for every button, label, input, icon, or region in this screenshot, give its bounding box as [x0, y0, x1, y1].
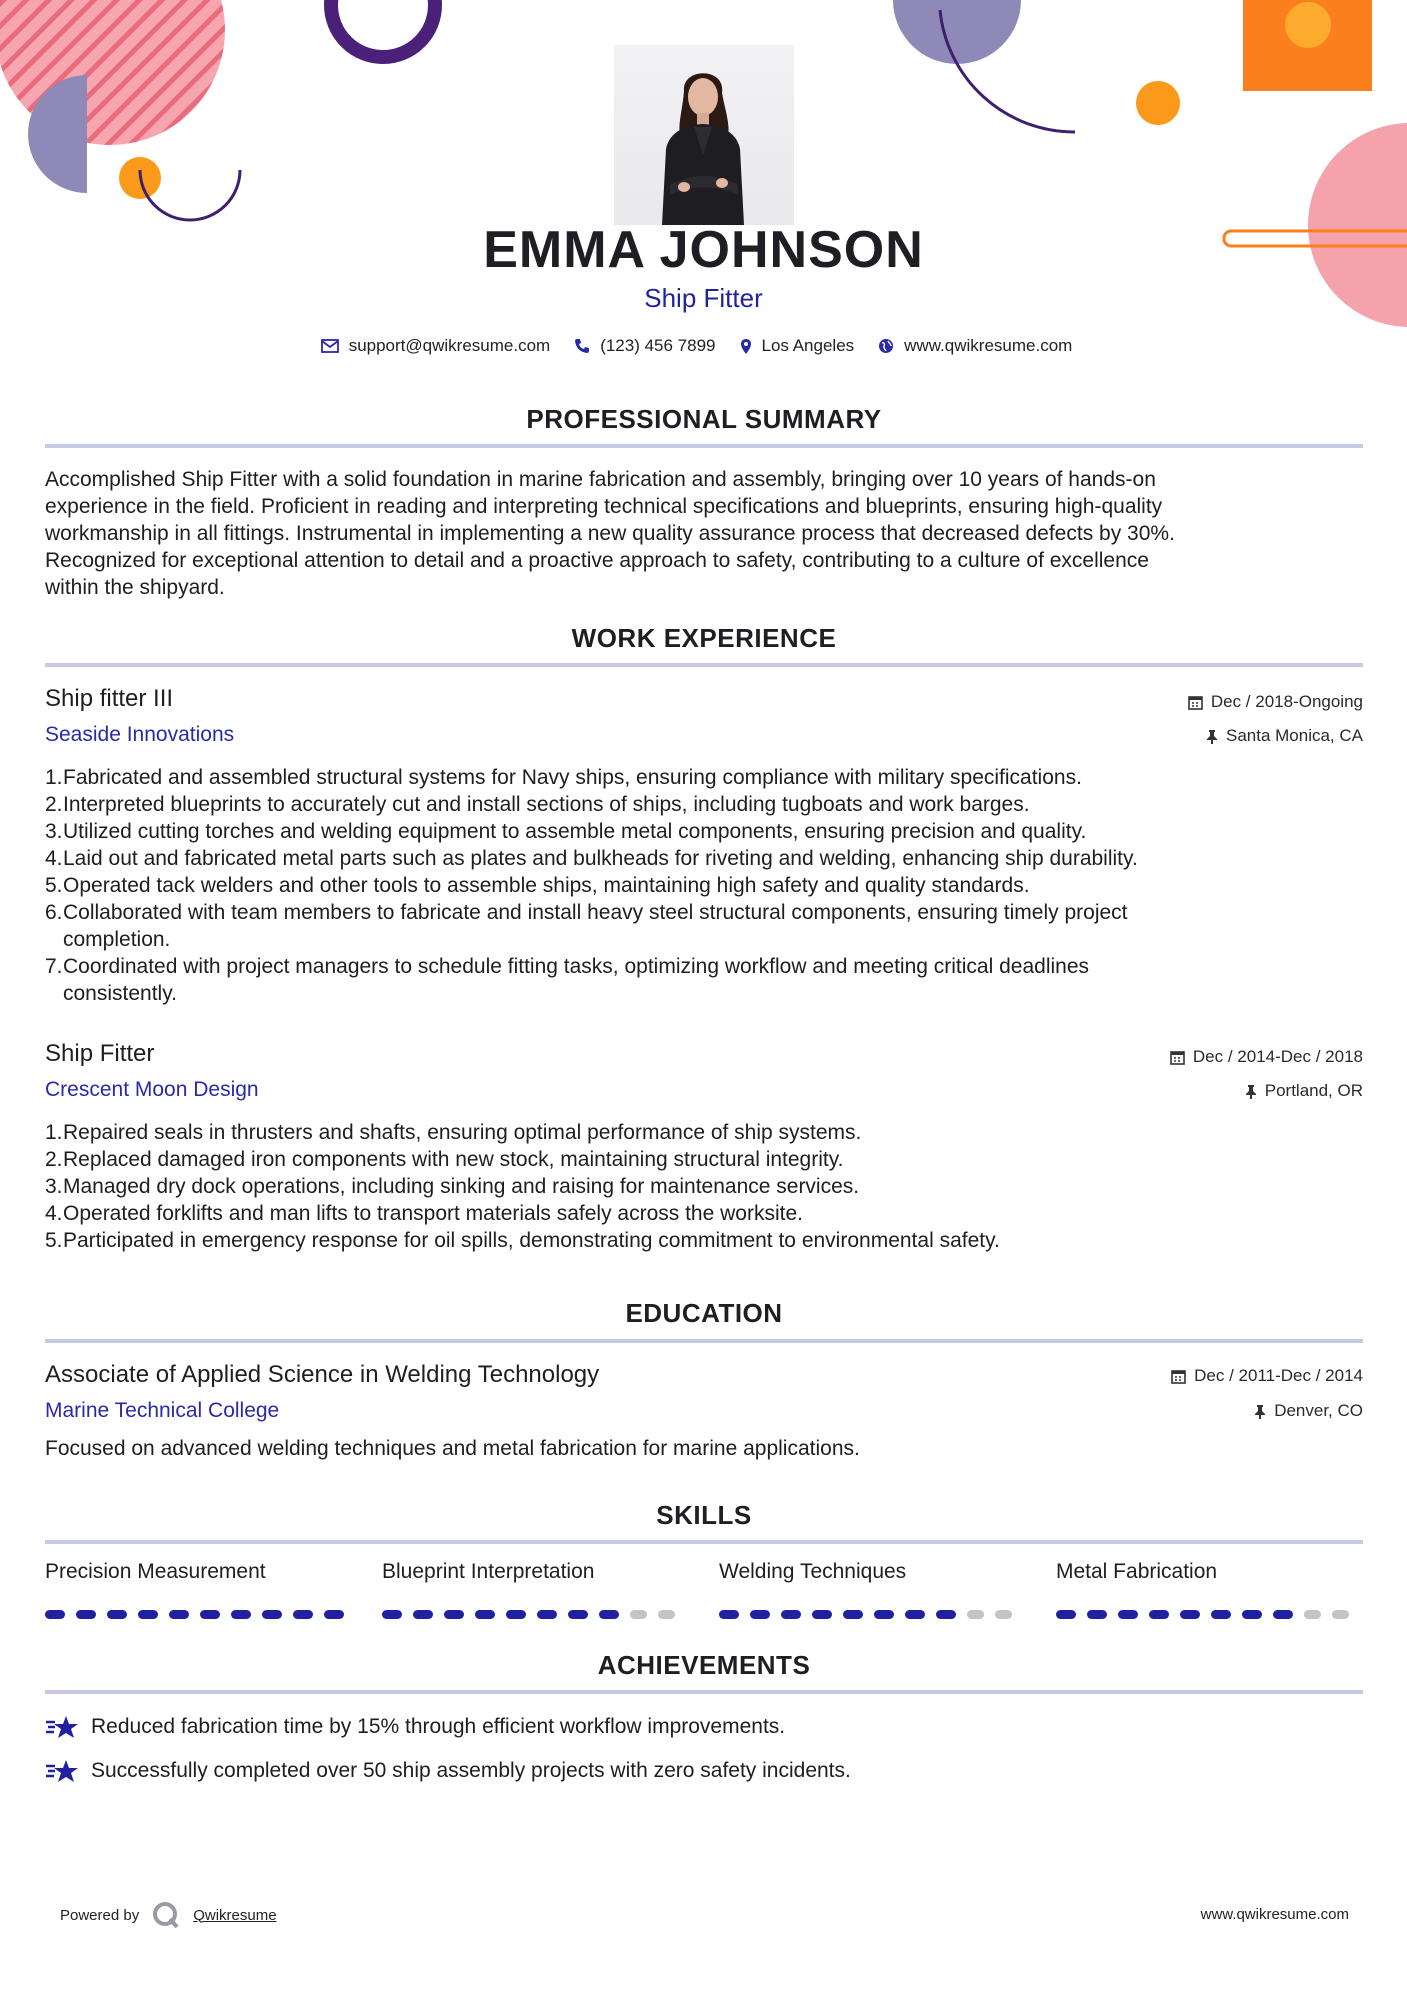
- list-item: 1. Fabricated and assembled structural systems for Navy ships, ensuring compliance with military specifications.: [45, 766, 1082, 789]
- list-item: 5. Operated tack welders and other tools to assemble ships, maintaining high safety and quality standards.: [45, 874, 1030, 897]
- footer-website[interactable]: www.qwikresume.com: [1200, 1906, 1349, 1923]
- rating-dot-filled: [719, 1610, 739, 1619]
- job-duties-list: [45, 764, 1345, 1007]
- rating-dot-filled: [1118, 1610, 1138, 1619]
- education-dates: [1171, 1366, 1363, 1386]
- list-item: 4. Operated forklifts and man lifts to transport materials safely across the worksite.: [45, 1202, 803, 1225]
- skills-divider: [45, 1540, 1363, 1544]
- skill-item: [382, 1560, 682, 1584]
- contact-website-text: www.qwikresume.com: [904, 336, 1073, 355]
- rating-dot-filled: [76, 1610, 96, 1619]
- rating-dot-empty: [658, 1610, 675, 1619]
- education-heading: EDUCATION: [625, 1298, 783, 1328]
- skill-item: [719, 1560, 1019, 1584]
- list-item: 1. Repaired seals in thrusters and shafts, ensuring optimal performance of ship systems.: [45, 1121, 862, 1144]
- list-item: 4. Laid out and fabricated metal parts such as plates and bulkheads for riveting and welding, enhancing ship durability.: [45, 847, 1138, 870]
- summary-text: [45, 466, 1345, 601]
- job-dates: [1170, 1047, 1363, 1067]
- list-line: Fabricated and assembled structural systems for Navy ships, ensuring compliance with military specifications.: [63, 766, 1082, 789]
- contact-location-text: Los Angeles: [761, 336, 855, 355]
- qwikresume-logo-icon: [151, 1900, 181, 1930]
- job-location: [1245, 1081, 1363, 1101]
- ring-shape: [331, 0, 435, 57]
- rating-dot-filled: [231, 1610, 251, 1619]
- rating-dot-filled: [1211, 1610, 1231, 1619]
- rating-dot-filled: [905, 1610, 925, 1619]
- skill-rating: [719, 1610, 1012, 1619]
- list-line: Laid out and fabricated metal parts such as plates and bulkheads for riveting and welding, enhancing ship durability.: [63, 847, 1138, 870]
- rating-dot-filled: [936, 1610, 956, 1619]
- experience-divider: [45, 663, 1363, 667]
- job-company: Crescent Moon Design: [45, 1078, 259, 1101]
- rating-dot-filled: [107, 1610, 127, 1619]
- rating-dot-filled: [1056, 1610, 1076, 1619]
- list-line: Repaired seals in thrusters and shafts, ensuring optimal performance of ship systems.: [63, 1121, 862, 1144]
- skill-item: [1056, 1560, 1356, 1584]
- list-item: 2. Interpreted blueprints to accurately cut and install sections of ships, including tugboats and work barges.: [45, 793, 1030, 816]
- rating-dot-empty: [1304, 1610, 1321, 1619]
- rating-dot-filled: [750, 1610, 770, 1619]
- rating-dot-filled: [200, 1610, 220, 1619]
- pushpin-icon: [1206, 729, 1218, 744]
- footer-powered-by: [60, 1900, 277, 1930]
- education-description: Focused on advanced welding techniques and metal fabrication for marine applications.: [45, 1437, 860, 1460]
- contact-phone[interactable]: [574, 336, 715, 356]
- orange-small-dot-shape: [1136, 81, 1180, 125]
- profile-photo: [614, 45, 794, 225]
- skills-heading: SKILLS: [656, 1500, 752, 1530]
- achievements-heading: ACHIEVEMENTS: [597, 1650, 811, 1680]
- achievement-item: [45, 1758, 851, 1784]
- contact-email[interactable]: [321, 336, 551, 356]
- education-degree: Associate of Applied Science in Welding Technology: [45, 1361, 600, 1388]
- rating-dot-empty: [995, 1610, 1012, 1619]
- contact-location: [740, 336, 855, 356]
- rating-dot-filled: [324, 1610, 344, 1619]
- pushpin-icon: [1254, 1404, 1266, 1419]
- summary-line: within the shipyard.: [45, 576, 225, 599]
- list-line: Interpreted blueprints to accurately cut and install sections of ships, including tugboats and work barges.: [63, 793, 1030, 816]
- list-line: Coordinated with project managers to schedule fitting tasks, optimizing workflow and meeting critical deadlines: [63, 955, 1090, 978]
- rating-dot-filled: [506, 1610, 526, 1619]
- skill-rating: [45, 1610, 344, 1619]
- job-location: [1206, 726, 1363, 746]
- contact-bar: [0, 336, 1407, 356]
- list-line: Collaborated with team members to fabricate and install heavy steel structural components, ensuring timely project: [63, 901, 1128, 924]
- rating-dot-empty: [1332, 1610, 1349, 1619]
- job-company: Seaside Innovations: [45, 723, 235, 746]
- rating-dot-filled: [599, 1610, 619, 1619]
- rating-dot-filled: [812, 1610, 832, 1619]
- calendar-icon: [1171, 1369, 1186, 1384]
- rating-dot-filled: [1180, 1610, 1200, 1619]
- list-line: completion.: [63, 928, 171, 951]
- list-line: Operated forklifts and man lifts to transport materials safely across the worksite.: [63, 1202, 803, 1225]
- skill-name: Precision Measurement: [45, 1560, 266, 1583]
- job-title: Ship Fitter: [45, 1040, 155, 1067]
- calendar-icon: [1170, 1050, 1185, 1065]
- achievement-item: [45, 1714, 785, 1740]
- orange-square-dot-shape: [1285, 2, 1331, 48]
- purple-circle-shape: [893, 0, 1021, 64]
- rating-dot-filled: [1242, 1610, 1262, 1619]
- job-duties-list: [45, 1119, 1345, 1254]
- footer-brand-link[interactable]: Qwikresume: [193, 1906, 277, 1924]
- rating-dot-filled: [781, 1610, 801, 1619]
- summary-line: workmanship in all fittings. Instrumental in implementing a new quality assurance process that decreased defects by 30%.: [45, 522, 1175, 545]
- rating-dot-filled: [537, 1610, 557, 1619]
- job-dates: [1188, 692, 1363, 712]
- powered-by-label: Powered by: [60, 1906, 140, 1924]
- list-item: 7. Coordinated with project managers to schedule fitting tasks, optimizing workflow and meeting critical deadlines consistently.: [45, 955, 1090, 1005]
- rating-dot-filled: [475, 1610, 495, 1619]
- list-item: 2. Replaced damaged iron components with new stock, maintaining structural integrity.: [45, 1148, 844, 1171]
- rating-dot-empty: [630, 1610, 647, 1619]
- rating-dot-filled: [1149, 1610, 1169, 1619]
- list-line: Operated tack welders and other tools to assemble ships, maintaining high safety and quality standards.: [63, 874, 1030, 897]
- list-line: consistently.: [63, 982, 177, 1005]
- list-line: Managed dry dock operations, including sinking and raising for maintenance services.: [63, 1175, 860, 1198]
- rating-dot-filled: [169, 1610, 189, 1619]
- summary-line: experience in the field. Proficient in reading and interpreting technical specifications and blueprints, ensuring high-quality: [45, 495, 1163, 518]
- rating-dot-filled: [843, 1610, 863, 1619]
- skill-name: Welding Techniques: [719, 1560, 907, 1583]
- summary-line: Recognized for exceptional attention to detail and a proactive approach to safety, contributing to a culture of excellence: [45, 549, 1149, 572]
- list-item: 5. Participated in emergency response for oil spills, demonstrating commitment to environmental safety.: [45, 1229, 1000, 1252]
- globe-icon: [878, 338, 894, 354]
- phone-icon: [574, 338, 590, 354]
- job-title: Ship fitter III: [45, 685, 174, 712]
- star-icon: [45, 1758, 79, 1784]
- rating-dot-filled: [262, 1610, 282, 1619]
- education-location: [1254, 1401, 1363, 1421]
- map-pin-icon: [740, 338, 752, 355]
- list-item: 3. Utilized cutting torches and welding equipment to assemble metal components, ensuring precision and quality.: [45, 820, 1087, 843]
- job-dates-text: Dec / 2014-Dec / 2018: [1192, 1047, 1363, 1066]
- person-illustration-icon: [614, 45, 794, 225]
- rating-dot-filled: [293, 1610, 313, 1619]
- education-divider: [45, 1339, 1363, 1343]
- job-location-text: Santa Monica, CA: [1225, 726, 1363, 745]
- list-item: 6. Collaborated with team members to fabricate and install heavy steel structural components, ensuring timely project completion.: [45, 901, 1128, 951]
- rating-dot-filled: [568, 1610, 588, 1619]
- achievements-divider: [45, 1690, 1363, 1694]
- list-line: Utilized cutting torches and welding equipment to assemble metal components, ensuring precision and quality.: [63, 820, 1087, 843]
- calendar-icon: [1188, 695, 1203, 710]
- education-location-text: Denver, CO: [1274, 1401, 1363, 1420]
- contact-email-text: support@qwikresume.com: [348, 336, 551, 355]
- achievement-text: Successfully completed over 50 ship assembly projects with zero safety incidents.: [91, 1759, 851, 1782]
- skill-name: Blueprint Interpretation: [382, 1560, 595, 1583]
- achievement-text: Reduced fabrication time by 15% through efficient workflow improvements.: [91, 1715, 786, 1738]
- list-line: Replaced damaged iron components with new stock, maintaining structural integrity.: [63, 1148, 844, 1171]
- rating-dot-filled: [874, 1610, 894, 1619]
- rating-dot-filled: [444, 1610, 464, 1619]
- skill-rating: [1056, 1610, 1349, 1619]
- contact-phone-text: (123) 456 7899: [600, 336, 716, 355]
- education-school: Marine Technical College: [45, 1399, 280, 1422]
- rating-dot-filled: [138, 1610, 158, 1619]
- education-dates-text: Dec / 2011-Dec / 2014: [1194, 1366, 1363, 1385]
- job-location-text: Portland, OR: [1264, 1081, 1363, 1100]
- summary-divider: [45, 444, 1363, 448]
- contact-website[interactable]: [878, 336, 1072, 356]
- summary-heading: PROFESSIONAL SUMMARY: [526, 404, 882, 434]
- skill-item: [45, 1560, 345, 1584]
- list-item: 3. Managed dry dock operations, including sinking and raising for maintenance services.: [45, 1175, 860, 1198]
- rating-dot-empty: [967, 1610, 984, 1619]
- summary-line: Accomplished Ship Fitter with a solid foundation in marine fabrication and assembly, bringing over 10 years of hands-on: [45, 468, 1156, 491]
- envelope-icon: [321, 339, 339, 353]
- rating-dot-filled: [1087, 1610, 1107, 1619]
- pushpin-icon: [1245, 1084, 1257, 1099]
- experience-heading: WORK EXPERIENCE: [571, 623, 837, 653]
- candidate-name: EMMA JOHNSON: [483, 221, 924, 279]
- rating-dot-filled: [382, 1610, 402, 1619]
- star-icon: [45, 1714, 79, 1740]
- candidate-title: Ship Fitter: [644, 283, 763, 313]
- list-line: Participated in emergency response for oil spills, demonstrating commitment to environmental safety.: [63, 1229, 1000, 1252]
- skill-name: Metal Fabrication: [1056, 1560, 1218, 1583]
- rating-dot-filled: [45, 1610, 65, 1619]
- job-dates-text: Dec / 2018-Ongoing: [1210, 692, 1363, 711]
- rating-dot-filled: [1273, 1610, 1293, 1619]
- rating-dot-filled: [413, 1610, 433, 1619]
- skill-rating: [382, 1610, 675, 1619]
